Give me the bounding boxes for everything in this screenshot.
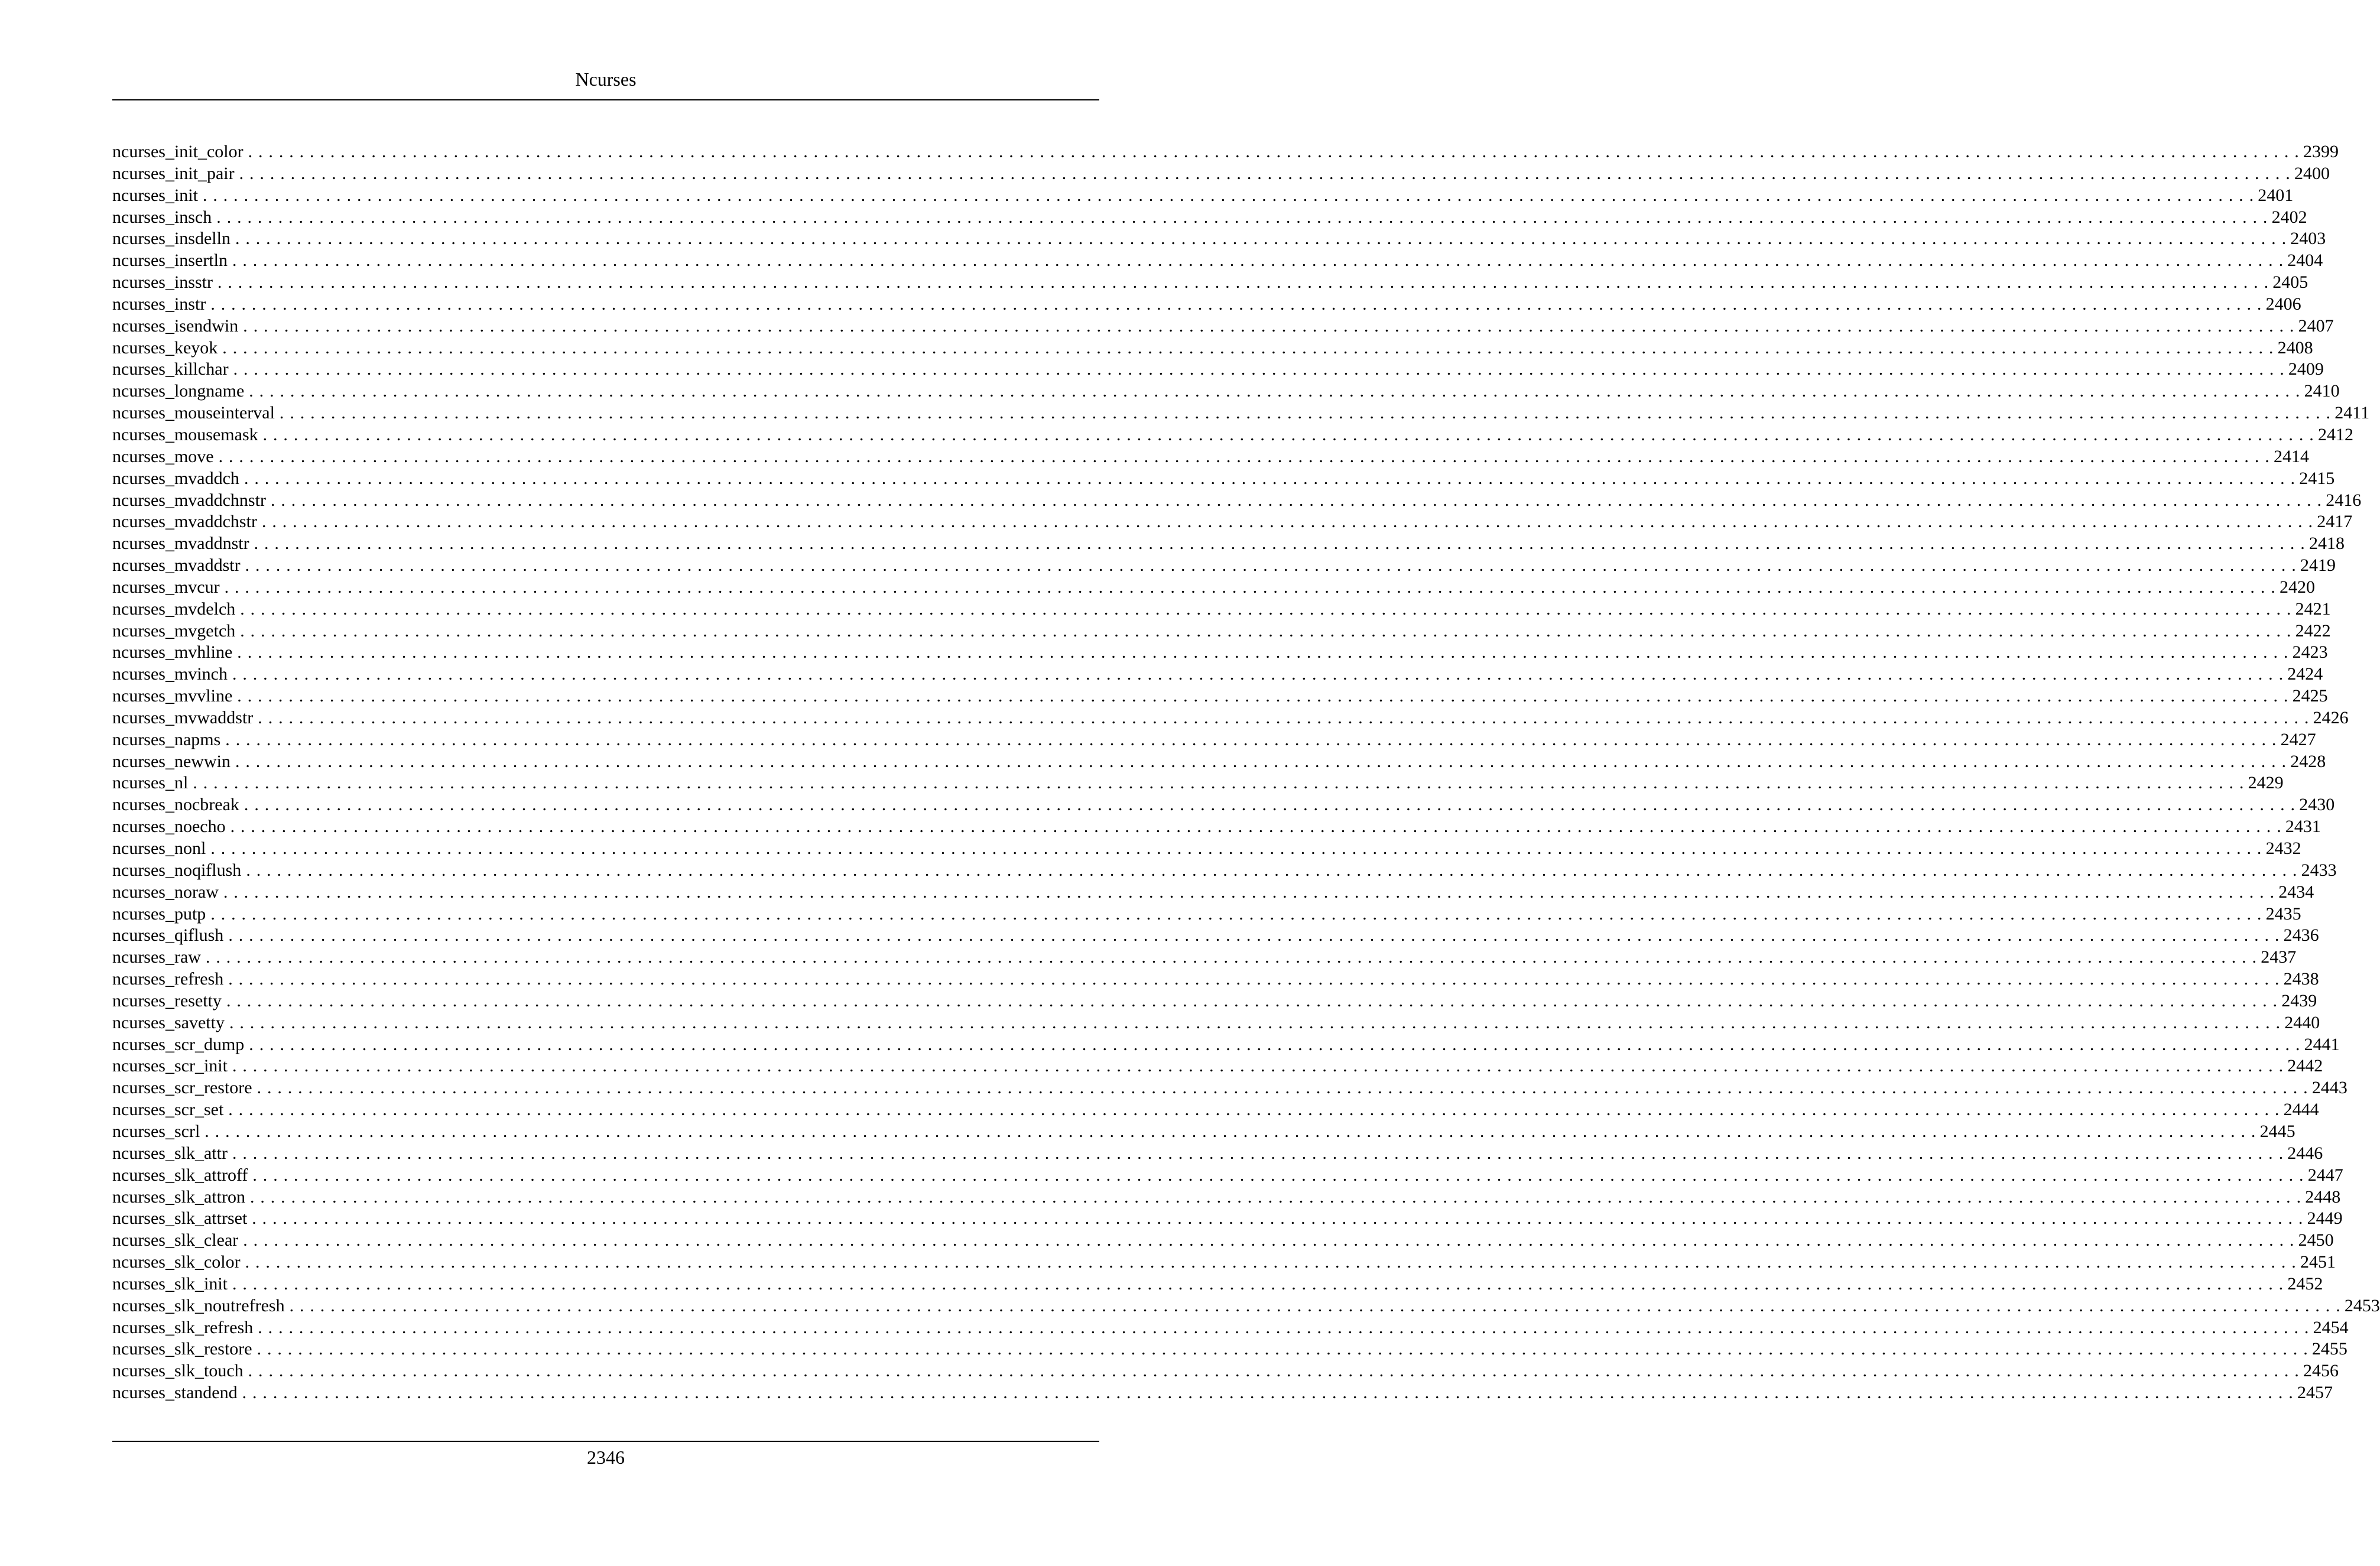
- toc-entry-page-number: 2405: [2272, 272, 2308, 293]
- toc-entry-page-number: 2436: [2283, 925, 2319, 946]
- toc-entry[interactable]: [112, 555, 2336, 577]
- dot-leader: . . . . . . . . . . . . . . . . . . . . . . . . . . . . . . . . . . . . . . . . . . . . . . . . . . . . . . . . . . . . . . . . . . . . . . . . . . . . . . . . . . . . . . . . . . . . . . . . . . . . . . . . . . . . . . . . . . . . . . . . . . . . . . . . . . . . . . . . . . . . . . . . . . . . . . . . . . . . . . . . . . . . . . . . . . . . . . . . . . . . . . . . . . . . . . . . . . . . . . . .: [246, 860, 2298, 880]
- toc-entry-page-number: 2454: [2313, 1317, 2349, 1337]
- dot-leader: . . . . . . . . . . . . . . . . . . . . . . . . . . . . . . . . . . . . . . . . . . . . . . . . . . . . . . . . . . . . . . . . . . . . . . . . . . . . . . . . . . . . . . . . . . . . . . . . . . . . . . . . . . . . . . . . . . . . . . . . . . . . . . . . . . . . . . . . . . . . . . . . . . . . . . . . . . . . . . . . . . . . . . . . . . . . . . . . . . . . . . . . . . . . . . . . . . . . . . . .: [237, 686, 2289, 706]
- toc-entry-title: ncurses_mvwaddstr: [112, 707, 254, 727]
- toc-entry-page-number: 2425: [2292, 686, 2328, 706]
- toc-entry-title: ncurses_mvaddstr: [112, 555, 241, 576]
- toc-entry[interactable]: [112, 1055, 2323, 1077]
- dot-leader: . . . . . . . . . . . . . . . . . . . . . . . . . . . . . . . . . . . . . . . . . . . . . . . . . . . . . . . . . . . . . . . . . . . . . . . . . . . . . . . . . . . . . . . . . . . . . . . . . . . . . . . . . . . . . . . . . . . . . . . . . . . . . . . . . . . . . . . . . . . . . . . . . . . . . . . . . . . . . . . . . . . . . . . . . . . . . . . . . . . . . . . . . . . . . . . . . . . . . . . .: [254, 534, 2306, 554]
- toc-entry-page-number: 2431: [2285, 817, 2321, 837]
- toc-entry-page-number: 2445: [2259, 1121, 2295, 1141]
- toc-entry-page-number: 2411: [2334, 403, 2370, 423]
- toc-entry-page-number: 2438: [2283, 969, 2319, 989]
- dot-leader: . . . . . . . . . . . . . . . . . . . . . . . . . . . . . . . . . . . . . . . . . . . . . . . . . . . . . . . . . . . . . . . . . . . . . . . . . . . . . . . . . . . . . . . . . . . . . . . . . . . . . . . . . . . . . . . . . . . . . . . . . . . . . . . . . . . . . . . . . . . . . . . . . . . . . . . . . . . . . . . . . . . . . . . . . . . . . . . . . . . . . . . . . . . . . . . . . . . . . . . .: [243, 1230, 2295, 1250]
- toc-entry-title: ncurses_noecho: [112, 817, 226, 837]
- toc-entry[interactable]: [112, 424, 2353, 446]
- toc-entry-page-number: 2410: [2304, 381, 2340, 401]
- toc-entry-page-number: 2453: [2344, 1295, 2380, 1315]
- toc-entry-title: ncurses_init_pair: [112, 163, 235, 183]
- dot-leader: . . . . . . . . . . . . . . . . . . . . . . . . . . . . . . . . . . . . . . . . . . . . . . . . . . . . . . . . . . . . . . . . . . . . . . . . . . . . . . . . . . . . . . . . . . . . . . . . . . . . . . . . . . . . . . . . . . . . . . . . . . . . . . . . . . . . . . . . . . . . . . . . . . . . . . . . . . . . . . . . . . . . . . . . . . . . . . . . . . . . . . . . . . . . . . . . . . . . . . . .: [235, 751, 2287, 771]
- toc-entry-title: ncurses_savetty: [112, 1012, 225, 1032]
- toc-entry[interactable]: [112, 599, 2331, 620]
- toc-entry-title: ncurses_mousemask: [112, 424, 258, 444]
- dot-leader: . . . . . . . . . . . . . . . . . . . . . . . . . . . . . . . . . . . . . . . . . . . . . . . . . . . . . . . . . . . . . . . . . . . . . . . . . . . . . . . . . . . . . . . . . . . . . . . . . . . . . . . . . . . . . . . . . . . . . . . . . . . . . . . . . . . . . . . . . . . . . . . . . . . . . . . . . . . . . . . . . . . . . . . . . . . . . . . . . . . . . . . . . . . . . . . . . . . . . . . .: [248, 142, 2300, 161]
- toc-entry-page-number: 2415: [2299, 468, 2335, 488]
- toc-entry-title: ncurses_mvgetch: [112, 620, 236, 641]
- toc-entry-title: ncurses_noqiflush: [112, 860, 242, 880]
- toc-entry-title: ncurses_slk_noutrefresh: [112, 1295, 285, 1315]
- toc-entry-title: ncurses_mvaddchstr: [112, 512, 257, 532]
- toc-entry-title: ncurses_mvaddnstr: [112, 534, 249, 554]
- toc-entry-title: ncurses_keyok: [112, 337, 218, 358]
- dot-leader: . . . . . . . . . . . . . . . . . . . . . . . . . . . . . . . . . . . . . . . . . . . . . . . . . . . . . . . . . . . . . . . . . . . . . . . . . . . . . . . . . . . . . . . . . . . . . . . . . . . . . . . . . . . . . . . . . . . . . . . . . . . . . . . . . . . . . . . . . . . . . . . . . . . . . . . . . . . . . . . . . . . . . . . . . . . . . . . . . . . . . . . . . . . . . . . . . . . . . . . .: [202, 185, 2255, 205]
- dot-leader: . . . . . . . . . . . . . . . . . . . . . . . . . . . . . . . . . . . . . . . . . . . . . . . . . . . . . . . . . . . . . . . . . . . . . . . . . . . . . . . . . . . . . . . . . . . . . . . . . . . . . . . . . . . . . . . . . . . . . . . . . . . . . . . . . . . . . . . . . . . . . . . . . . . . . . . . . . . . . . . . . . . . . . . . . . . . . . . . . . . . . . . . . . . . . . . . . . . . . . . .: [235, 229, 2287, 249]
- toc-entry[interactable]: [112, 1338, 2347, 1360]
- toc-entry-page-number: 2440: [2284, 1012, 2320, 1032]
- page-header: [112, 66, 1099, 100]
- toc-entry-page-number: 2456: [2303, 1361, 2339, 1381]
- dot-leader: . . . . . . . . . . . . . . . . . . . . . . . . . . . . . . . . . . . . . . . . . . . . . . . . . . . . . . . . . . . . . . . . . . . . . . . . . . . . . . . . . . . . . . . . . . . . . . . . . . . . . . . . . . . . . . . . . . . . . . . . . . . . . . . . . . . . . . . . . . . . . . . . . . . . . . . . . . . . . . . . . . . . . . . . . . . . . . . . . . . . . . . . . . . . . . . . . . . . . . . .: [261, 512, 2314, 532]
- toc-entry-title: ncurses_instr: [112, 294, 206, 314]
- toc-entry[interactable]: [112, 772, 2284, 794]
- dot-leader: . . . . . . . . . . . . . . . . . . . . . . . . . . . . . . . . . . . . . . . . . . . . . . . . . . . . . . . . . . . . . . . . . . . . . . . . . . . . . . . . . . . . . . . . . . . . . . . . . . . . . . . . . . . . . . . . . . . . . . . . . . . . . . . . . . . . . . . . . . . . . . . . . . . . . . . . . . . . . . . . . . . . . . . . . . . . . . . . . . . . . . . . . . . . . . . . . . . . . . . .: [289, 1295, 2341, 1315]
- toc-entry-page-number: 2435: [2265, 904, 2301, 924]
- page-title: Ncurses: [575, 69, 637, 90]
- toc-entry[interactable]: [112, 1143, 2323, 1165]
- toc-entry-title: ncurses_scr_restore: [112, 1078, 252, 1098]
- toc-entry-title: ncurses_slk_attroff: [112, 1165, 248, 1185]
- toc-entry[interactable]: [112, 1252, 2336, 1273]
- toc-entry-title: ncurses_slk_attrset: [112, 1208, 248, 1229]
- toc-entry-title: ncurses_refresh: [112, 969, 224, 989]
- dot-leader: . . . . . . . . . . . . . . . . . . . . . . . . . . . . . . . . . . . . . . . . . . . . . . . . . . . . . . . . . . . . . . . . . . . . . . . . . . . . . . . . . . . . . . . . . . . . . . . . . . . . . . . . . . . . . . . . . . . . . . . . . . . . . . . . . . . . . . . . . . . . . . . . . . . . . . . . . . . . . . . . . . . . . . . . . . . . . . . . . . . . . . . . . . . . . . . . . . . . . . . .: [193, 773, 2245, 793]
- toc-entry[interactable]: [112, 1382, 2333, 1404]
- toc-entry[interactable]: [112, 316, 2334, 337]
- toc-entry-page-number: 2408: [2277, 337, 2313, 358]
- toc-entry-page-number: 2424: [2287, 664, 2323, 684]
- toc-entry-page-number: 2401: [2258, 185, 2294, 205]
- toc-entry[interactable]: [112, 446, 2309, 468]
- dot-leader: . . . . . . . . . . . . . . . . . . . . . . . . . . . . . . . . . . . . . . . . . . . . . . . . . . . . . . . . . . . . . . . . . . . . . . . . . . . . . . . . . . . . . . . . . . . . . . . . . . . . . . . . . . . . . . . . . . . . . . . . . . . . . . . . . . . . . . . . . . . . . . . . . . . . . . . . . . . . . . . . . . . . . . . . . . . . . . . . . . . . . . . . . . . . . . . . . . . . . . . .: [258, 1317, 2310, 1337]
- dot-leader: . . . . . . . . . . . . . . . . . . . . . . . . . . . . . . . . . . . . . . . . . . . . . . . . . . . . . . . . . . . . . . . . . . . . . . . . . . . . . . . . . . . . . . . . . . . . . . . . . . . . . . . . . . . . . . . . . . . . . . . . . . . . . . . . . . . . . . . . . . . . . . . . . . . . . . . . . . . . . . . . . . . . . . . . . . . . . . . . . . . . . . . . . . . . . . . . . . . . . . . .: [249, 1034, 2301, 1054]
- toc-entry-title: ncurses_scr_init: [112, 1056, 228, 1076]
- toc-entry-title: ncurses_newwin: [112, 751, 230, 771]
- toc-entry[interactable]: [112, 664, 2323, 685]
- dot-leader: . . . . . . . . . . . . . . . . . . . . . . . . . . . . . . . . . . . . . . . . . . . . . . . . . . . . . . . . . . . . . . . . . . . . . . . . . . . . . . . . . . . . . . . . . . . . . . . . . . . . . . . . . . . . . . . . . . . . . . . . . . . . . . . . . . . . . . . . . . . . . . . . . . . . . . . . . . . . . . . . . . . . . . . . . . . . . . . . . . . . . . . . . . . . . . . . . . . . . . . .: [232, 1273, 2284, 1294]
- toc-entry[interactable]: [112, 228, 2326, 250]
- toc-entry-page-number: 2455: [2311, 1339, 2347, 1359]
- page-footer: [112, 1441, 1099, 1468]
- toc-entry-title: ncurses_slk_init: [112, 1273, 228, 1294]
- toc-entry[interactable]: [112, 1208, 2343, 1230]
- toc-entry-page-number: 2400: [2294, 163, 2330, 183]
- toc-entry[interactable]: [112, 838, 2301, 860]
- toc-entry-page-number: 2414: [2273, 446, 2309, 466]
- toc-entry-page-number: 2402: [2271, 207, 2307, 227]
- dot-leader: . . . . . . . . . . . . . . . . . . . . . . . . . . . . . . . . . . . . . . . . . . . . . . . . . . . . . . . . . . . . . . . . . . . . . . . . . . . . . . . . . . . . . . . . . . . . . . . . . . . . . . . . . . . . . . . . . . . . . . . . . . . . . . . . . . . . . . . . . . . . . . . . . . . . . . . . . . . . . . . . . . . . . . . . . . . . . . . . . . . . . . . . . . . . . . . . . . . . . . . .: [226, 990, 2278, 1011]
- toc-entry-page-number: 2447: [2307, 1165, 2343, 1185]
- toc-entry-title: ncurses_standend: [112, 1383, 238, 1403]
- toc-entry[interactable]: [112, 1295, 2380, 1317]
- toc-entry-page-number: 2446: [2287, 1143, 2323, 1163]
- toc-entry[interactable]: [112, 794, 2335, 816]
- toc-entry[interactable]: [112, 294, 2301, 316]
- dot-leader: . . . . . . . . . . . . . . . . . . . . . . . . . . . . . . . . . . . . . . . . . . . . . . . . . . . . . . . . . . . . . . . . . . . . . . . . . . . . . . . . . . . . . . . . . . . . . . . . . . . . . . . . . . . . . . . . . . . . . . . . . . . . . . . . . . . . . . . . . . . . . . . . . . . . . . . . . . . . . . . . . . . . . . . . . . . . . . . . . . . . . . . . . . . . . . . . . . . . . . . .: [205, 947, 2258, 967]
- toc-entry-page-number: 2412: [2317, 424, 2353, 444]
- dot-leader: . . . . . . . . . . . . . . . . . . . . . . . . . . . . . . . . . . . . . . . . . . . . . . . . . . . . . . . . . . . . . . . . . . . . . . . . . . . . . . . . . . . . . . . . . . . . . . . . . . . . . . . . . . . . . . . . . . . . . . . . . . . . . . . . . . . . . . . . . . . . . . . . . . . . . . . . . . . . . . . . . . . . . . . . . . . . . . . . . . . . . . . . . . . . . . . . . . . . . . . .: [248, 1361, 2300, 1381]
- toc-entry-page-number: 2409: [2288, 359, 2324, 379]
- toc-entry[interactable]: [112, 990, 2317, 1012]
- toc-entry-page-number: 2448: [2305, 1187, 2341, 1207]
- toc-entry[interactable]: [112, 1360, 2339, 1382]
- toc-entry-page-number: 2449: [2307, 1208, 2343, 1229]
- toc-entry-page-number: 2404: [2287, 251, 2323, 271]
- toc-entry-page-number: 2416: [2326, 490, 2362, 510]
- dot-leader: . . . . . . . . . . . . . . . . . . . . . . . . . . . . . . . . . . . . . . . . . . . . . . . . . . . . . . . . . . . . . . . . . . . . . . . . . . . . . . . . . . . . . . . . . . . . . . . . . . . . . . . . . . . . . . . . . . . . . . . . . . . . . . . . . . . . . . . . . . . . . . . . . . . . . . . . . . . . . . . . . . . . . . . . . . . . . . . . . . . . . . . . . . . . . . . . . . . . . . . .: [262, 424, 2314, 444]
- toc-entry-title: ncurses_slk_clear: [112, 1230, 239, 1250]
- toc-entry-page-number: 2434: [2278, 882, 2314, 902]
- dot-leader: . . . . . . . . . . . . . . . . . . . . . . . . . . . . . . . . . . . . . . . . . . . . . . . . . . . . . . . . . . . . . . . . . . . . . . . . . . . . . . . . . . . . . . . . . . . . . . . . . . . . . . . . . . . . . . . . . . . . . . . . . . . . . . . . . . . . . . . . . . . . . . . . . . . . . . . . . . . . . . . . . . . . . . . . . . . . . . . . . . . . . . . . . . . . . . . . . . . . . . . .: [217, 272, 2269, 293]
- toc-entry-page-number: 2429: [2248, 773, 2284, 793]
- page-number: 2346: [587, 1447, 625, 1468]
- toc-entry-page-number: 2452: [2287, 1273, 2323, 1294]
- toc-entry[interactable]: [112, 533, 2345, 555]
- dot-leader: . . . . . . . . . . . . . . . . . . . . . . . . . . . . . . . . . . . . . . . . . . . . . . . . . . . . . . . . . . . . . . . . . . . . . . . . . . . . . . . . . . . . . . . . . . . . . . . . . . . . . . . . . . . . . . . . . . . . . . . . . . . . . . . . . . . . . . . . . . . . . . . . . . . . . . . . . . . . . . . . . . . . . . . . . . . . . . . . . . . . . . . . . . . . . . . . . . . . . . . .: [249, 381, 2301, 401]
- toc-entry-page-number: 2407: [2298, 316, 2334, 336]
- toc-entry[interactable]: [112, 250, 2323, 272]
- toc-entry[interactable]: [112, 860, 2337, 882]
- dot-leader: . . . . . . . . . . . . . . . . . . . . . . . . . . . . . . . . . . . . . . . . . . . . . . . . . . . . . . . . . . . . . . . . . . . . . . . . . . . . . . . . . . . . . . . . . . . . . . . . . . . . . . . . . . . . . . . . . . . . . . . . . . . . . . . . . . . . . . . . . . . . . . . . . . . . . . . . . . . . . . . . . . . . . . . . . . . . . . . . . . . . . . . . . . . . . . . . . . . . . . . .: [225, 729, 2277, 749]
- dot-leader: . . . . . . . . . . . . . . . . . . . . . . . . . . . . . . . . . . . . . . . . . . . . . . . . . . . . . . . . . . . . . . . . . . . . . . . . . . . . . . . . . . . . . . . . . . . . . . . . . . . . . . . . . . . . . . . . . . . . . . . . . . . . . . . . . . . . . . . . . . . . . . . . . . . . . . . . . . . . . . . . . . . . . . . . . . . . . . . . . . . . . . . . . . . . . . . . . . . . . . . .: [232, 664, 2284, 684]
- dot-leader: . . . . . . . . . . . . . . . . . . . . . . . . . . . . . . . . . . . . . . . . . . . . . . . . . . . . . . . . . . . . . . . . . . . . . . . . . . . . . . . . . . . . . . . . . . . . . . . . . . . . . . . . . . . . . . . . . . . . . . . . . . . . . . . . . . . . . . . . . . . . . . . . . . . . . . . . . . . . . . . . . . . . . . . . . . . . . . . . . . . . . . . . . . . . . . . . . . . . . . . .: [223, 882, 2275, 902]
- toc-entry[interactable]: [112, 947, 2297, 969]
- toc-entry[interactable]: [112, 642, 2328, 664]
- toc-entry-title: ncurses_slk_attron: [112, 1187, 245, 1207]
- toc-entry-title: ncurses_init: [112, 185, 198, 205]
- toc-entry-title: ncurses_slk_refresh: [112, 1317, 254, 1337]
- toc-entry-title: ncurses_scr_dump: [112, 1034, 245, 1054]
- toc-entry-page-number: 2406: [2265, 294, 2301, 314]
- toc-entry-page-number: 2442: [2287, 1056, 2323, 1076]
- toc-entry[interactable]: [112, 1077, 2347, 1099]
- toc-entry-title: ncurses_mvdelch: [112, 599, 236, 619]
- dot-leader: . . . . . . . . . . . . . . . . . . . . . . . . . . . . . . . . . . . . . . . . . . . . . . . . . . . . . . . . . . . . . . . . . . . . . . . . . . . . . . . . . . . . . . . . . . . . . . . . . . . . . . . . . . . . . . . . . . . . . . . . . . . . . . . . . . . . . . . . . . . . . . . . . . . . . . . . . . . . . . . . . . . . . . . . . . . . . . . . . . . . . . . . . . . . . . . . . . . . . . . .: [249, 1187, 2302, 1207]
- toc-entry[interactable]: [112, 1034, 2340, 1056]
- dot-leader: . . . . . . . . . . . . . . . . . . . . . . . . . . . . . . . . . . . . . . . . . . . . . . . . . . . . . . . . . . . . . . . . . . . . . . . . . . . . . . . . . . . . . . . . . . . . . . . . . . . . . . . . . . . . . . . . . . . . . . . . . . . . . . . . . . . . . . . . . . . . . . . . . . . . . . . . . . . . . . . . . . . . . . . . . . . . . . . . . . . . . . . . . . . . . . . . . . . . . . . .: [245, 555, 2297, 576]
- dot-leader: . . . . . . . . . . . . . . . . . . . . . . . . . . . . . . . . . . . . . . . . . . . . . . . . . . . . . . . . . . . . . . . . . . . . . . . . . . . . . . . . . . . . . . . . . . . . . . . . . . . . . . . . . . . . . . . . . . . . . . . . . . . . . . . . . . . . . . . . . . . . . . . . . . . . . . . . . . . . . . . . . . . . . . . . . . . . . . . . . . . . . . . . . . . . . . . . . . . . . . . .: [210, 839, 2262, 858]
- toc-entry-page-number: 2426: [2313, 707, 2349, 727]
- toc-entry-page-number: 2430: [2299, 795, 2335, 815]
- dot-leader: . . . . . . . . . . . . . . . . . . . . . . . . . . . . . . . . . . . . . . . . . . . . . . . . . . . . . . . . . . . . . . . . . . . . . . . . . . . . . . . . . . . . . . . . . . . . . . . . . . . . . . . . . . . . . . . . . . . . . . . . . . . . . . . . . . . . . . . . . . . . . . . . . . . . . . . . . . . . . . . . . . . . . . . . . . . . . . . . . . . . . . . . . . . . . . . . . . . . . . . .: [230, 817, 2282, 837]
- toc-entry-page-number: 2451: [2300, 1252, 2336, 1272]
- toc-entry-page-number: 2428: [2290, 751, 2326, 771]
- toc-entry-title: ncurses_killchar: [112, 359, 229, 379]
- toc-entry-page-number: 2421: [2295, 599, 2331, 619]
- toc-entry[interactable]: [112, 685, 2328, 707]
- toc-entry[interactable]: [112, 468, 2335, 490]
- toc-entry[interactable]: [112, 141, 2339, 163]
- dot-leader: . . . . . . . . . . . . . . . . . . . . . . . . . . . . . . . . . . . . . . . . . . . . . . . . . . . . . . . . . . . . . . . . . . . . . . . . . . . . . . . . . . . . . . . . . . . . . . . . . . . . . . . . . . . . . . . . . . . . . . . . . . . . . . . . . . . . . . . . . . . . . . . . . . . . . . . . . . . . . . . . . . . . . . . . . . . . . . . . . . . . . . . . . . . . . . . . . . . . . . . .: [204, 1121, 2256, 1141]
- toc-entry-title: ncurses_init_color: [112, 142, 243, 161]
- dot-leader: . . . . . . . . . . . . . . . . . . . . . . . . . . . . . . . . . . . . . . . . . . . . . . . . . . . . . . . . . . . . . . . . . . . . . . . . . . . . . . . . . . . . . . . . . . . . . . . . . . . . . . . . . . . . . . . . . . . . . . . . . . . . . . . . . . . . . . . . . . . . . . . . . . . . . . . . . . . . . . . . . . . . . . . . . . . . . . . . . . . . . . . . . . . . . . . . . . . . . . . .: [258, 707, 2310, 727]
- toc-entry-title: ncurses_noraw: [112, 882, 219, 902]
- dot-leader: . . . . . . . . . . . . . . . . . . . . . . . . . . . . . . . . . . . . . . . . . . . . . . . . . . . . . . . . . . . . . . . . . . . . . . . . . . . . . . . . . . . . . . . . . . . . . . . . . . . . . . . . . . . . . . . . . . . . . . . . . . . . . . . . . . . . . . . . . . . . . . . . . . . . . . . . . . . . . . . . . . . . . . . . . . . . . . . . . . . . . . . . . . . . . . . . . . . . . . . .: [279, 403, 2332, 423]
- toc-entry-page-number: 2417: [2317, 512, 2353, 532]
- toc-entry-page-number: 2444: [2283, 1100, 2319, 1120]
- toc-entry[interactable]: [112, 969, 2319, 990]
- toc-entry[interactable]: [112, 925, 2319, 947]
- dot-leader: . . . . . . . . . . . . . . . . . . . . . . . . . . . . . . . . . . . . . . . . . . . . . . . . . . . . . . . . . . . . . . . . . . . . . . . . . . . . . . . . . . . . . . . . . . . . . . . . . . . . . . . . . . . . . . . . . . . . . . . . . . . . . . . . . . . . . . . . . . . . . . . . . . . . . . . . . . . . . . . . . . . . . . . . . . . . . . . . . . . . . . . . . . . . . . . . . . . . . . . .: [224, 577, 2276, 597]
- toc-entry-title: ncurses_slk_attr: [112, 1143, 228, 1163]
- dot-leader: . . . . . . . . . . . . . . . . . . . . . . . . . . . . . . . . . . . . . . . . . . . . . . . . . . . . . . . . . . . . . . . . . . . . . . . . . . . . . . . . . . . . . . . . . . . . . . . . . . . . . . . . . . . . . . . . . . . . . . . . . . . . . . . . . . . . . . . . . . . . . . . . . . . . . . . . . . . . . . . . . . . . . . . . . . . . . . . . . . . . . . . . . . . . . . . . . . . . . . . .: [237, 642, 2289, 662]
- toc-entry-title: ncurses_insertln: [112, 251, 228, 271]
- toc-entry-page-number: 2423: [2292, 642, 2328, 662]
- toc-entry[interactable]: [112, 1230, 2334, 1252]
- dot-leader: . . . . . . . . . . . . . . . . . . . . . . . . . . . . . . . . . . . . . . . . . . . . . . . . . . . . . . . . . . . . . . . . . . . . . . . . . . . . . . . . . . . . . . . . . . . . . . . . . . . . . . . . . . . . . . . . . . . . . . . . . . . . . . . . . . . . . . . . . . . . . . . . . . . . . . . . . . . . . . . . . . . . . . . . . . . . . . . . . . . . . . . . . . . . . . . . . . . . . . . .: [242, 1383, 2294, 1403]
- toc-entry[interactable]: [112, 185, 2294, 207]
- toc-entry-title: ncurses_mvaddchnstr: [112, 490, 266, 510]
- toc-entry[interactable]: [112, 207, 2307, 229]
- toc-entry-title: ncurses_mvaddch: [112, 468, 239, 488]
- dot-leader: . . . . . . . . . . . . . . . . . . . . . . . . . . . . . . . . . . . . . . . . . . . . . . . . . . . . . . . . . . . . . . . . . . . . . . . . . . . . . . . . . . . . . . . . . . . . . . . . . . . . . . . . . . . . . . . . . . . . . . . . . . . . . . . . . . . . . . . . . . . . . . . . . . . . . . . . . . . . . . . . . . . . . . . . . . . . . . . . . . . . . . . . . . . . . . . . . . . . . . . .: [228, 969, 2280, 989]
- toc-entry-title: ncurses_slk_color: [112, 1252, 241, 1272]
- toc-entry[interactable]: [112, 882, 2314, 904]
- dot-leader: . . . . . . . . . . . . . . . . . . . . . . . . . . . . . . . . . . . . . . . . . . . . . . . . . . . . . . . . . . . . . . . . . . . . . . . . . . . . . . . . . . . . . . . . . . . . . . . . . . . . . . . . . . . . . . . . . . . . . . . . . . . . . . . . . . . . . . . . . . . . . . . . . . . . . . . . . . . . . . . . . . . . . . . . . . . . . . . . . . . . . . . . . . . . . . . . . . . . . . . .: [232, 1143, 2284, 1163]
- toc-entry[interactable]: [112, 1099, 2319, 1121]
- toc-entry-title: ncurses_longname: [112, 381, 245, 401]
- dot-leader: . . . . . . . . . . . . . . . . . . . . . . . . . . . . . . . . . . . . . . . . . . . . . . . . . . . . . . . . . . . . . . . . . . . . . . . . . . . . . . . . . . . . . . . . . . . . . . . . . . . . . . . . . . . . . . . . . . . . . . . . . . . . . . . . . . . . . . . . . . . . . . . . . . . . . . . . . . . . . . . . . . . . . . . . . . . . . . . . . . . . . . . . . . . . . . . . . . . . . . . .: [229, 1012, 2281, 1032]
- dot-leader: . . . . . . . . . . . . . . . . . . . . . . . . . . . . . . . . . . . . . . . . . . . . . . . . . . . . . . . . . . . . . . . . . . . . . . . . . . . . . . . . . . . . . . . . . . . . . . . . . . . . . . . . . . . . . . . . . . . . . . . . . . . . . . . . . . . . . . . . . . . . . . . . . . . . . . . . . . . . . . . . . . . . . . . . . . . . . . . . . . . . . . . . . . . . . . . . . . . . . . . .: [228, 925, 2280, 946]
- toc-entry-title: ncurses_insch: [112, 207, 212, 227]
- toc-entry[interactable]: [112, 751, 2326, 773]
- toc-entry[interactable]: [112, 1165, 2343, 1187]
- toc-entry-page-number: 2432: [2265, 839, 2301, 858]
- dot-leader: . . . . . . . . . . . . . . . . . . . . . . . . . . . . . . . . . . . . . . . . . . . . . . . . . . . . . . . . . . . . . . . . . . . . . . . . . . . . . . . . . . . . . . . . . . . . . . . . . . . . . . . . . . . . . . . . . . . . . . . . . . . . . . . . . . . . . . . . . . . . . . . . . . . . . . . . . . . . . . . . . . . . . . . . . . . . . . . . . . . . . . . . . . . . . . . . . . . . . . . .: [243, 795, 2296, 815]
- toc-entry-title: ncurses_nocbreak: [112, 795, 239, 815]
- dot-leader: . . . . . . . . . . . . . . . . . . . . . . . . . . . . . . . . . . . . . . . . . . . . . . . . . . . . . . . . . . . . . . . . . . . . . . . . . . . . . . . . . . . . . . . . . . . . . . . . . . . . . . . . . . . . . . . . . . . . . . . . . . . . . . . . . . . . . . . . . . . . . . . . . . . . . . . . . . . . . . . . . . . . . . . . . . . . . . . . . . . . . . . . . . . . . . . . . . . . . . . .: [240, 620, 2292, 641]
- table-of-contents: [112, 141, 2380, 1404]
- dot-leader: . . . . . . . . . . . . . . . . . . . . . . . . . . . . . . . . . . . . . . . . . . . . . . . . . . . . . . . . . . . . . . . . . . . . . . . . . . . . . . . . . . . . . . . . . . . . . . . . . . . . . . . . . . . . . . . . . . . . . . . . . . . . . . . . . . . . . . . . . . . . . . . . . . . . . . . . . . . . . . . . . . . . . . . . . . . . . . . . . . . . . . . . . . . . . . . . . . . . . . . .: [243, 468, 2296, 488]
- dot-leader: . . . . . . . . . . . . . . . . . . . . . . . . . . . . . . . . . . . . . . . . . . . . . . . . . . . . . . . . . . . . . . . . . . . . . . . . . . . . . . . . . . . . . . . . . . . . . . . . . . . . . . . . . . . . . . . . . . . . . . . . . . . . . . . . . . . . . . . . . . . . . . . . . . . . . . . . . . . . . . . . . . . . . . . . . . . . . . . . . . . . . . . . . . . . . . . . . . . . . . . .: [270, 490, 2323, 510]
- dot-leader: . . . . . . . . . . . . . . . . . . . . . . . . . . . . . . . . . . . . . . . . . . . . . . . . . . . . . . . . . . . . . . . . . . . . . . . . . . . . . . . . . . . . . . . . . . . . . . . . . . . . . . . . . . . . . . . . . . . . . . . . . . . . . . . . . . . . . . . . . . . . . . . . . . . . . . . . . . . . . . . . . . . . . . . . . . . . . . . . . . . . . . . . . . . . . . . . . . . . . . . .: [216, 207, 2268, 227]
- dot-leader: . . . . . . . . . . . . . . . . . . . . . . . . . . . . . . . . . . . . . . . . . . . . . . . . . . . . . . . . . . . . . . . . . . . . . . . . . . . . . . . . . . . . . . . . . . . . . . . . . . . . . . . . . . . . . . . . . . . . . . . . . . . . . . . . . . . . . . . . . . . . . . . . . . . . . . . . . . . . . . . . . . . . . . . . . . . . . . . . . . . . . . . . . . . . . . . . . . . . . . . .: [239, 163, 2291, 183]
- toc-entry-title: ncurses_nl: [112, 773, 189, 793]
- toc-entry-page-number: 2427: [2280, 729, 2316, 749]
- toc-entry-page-number: 2433: [2301, 860, 2337, 880]
- toc-entry-page-number: 2399: [2303, 142, 2339, 161]
- toc-entry[interactable]: [112, 272, 2308, 294]
- dot-leader: . . . . . . . . . . . . . . . . . . . . . . . . . . . . . . . . . . . . . . . . . . . . . . . . . . . . . . . . . . . . . . . . . . . . . . . . . . . . . . . . . . . . . . . . . . . . . . . . . . . . . . . . . . . . . . . . . . . . . . . . . . . . . . . . . . . . . . . . . . . . . . . . . . . . . . . . . . . . . . . . . . . . . . . . . . . . . . . . . . . . . . . . . . . . . . . . . . . . . . . .: [232, 1056, 2284, 1076]
- toc-entry-page-number: 2450: [2298, 1230, 2334, 1250]
- toc-entry-page-number: 2439: [2281, 990, 2317, 1011]
- toc-entry[interactable]: [112, 1273, 2323, 1295]
- dot-leader: . . . . . . . . . . . . . . . . . . . . . . . . . . . . . . . . . . . . . . . . . . . . . . . . . . . . . . . . . . . . . . . . . . . . . . . . . . . . . . . . . . . . . . . . . . . . . . . . . . . . . . . . . . . . . . . . . . . . . . . . . . . . . . . . . . . . . . . . . . . . . . . . . . . . . . . . . . . . . . . . . . . . . . . . . . . . . . . . . . . . . . . . . . . . . . . . . . . . . . . .: [218, 446, 2270, 466]
- dot-leader: . . . . . . . . . . . . . . . . . . . . . . . . . . . . . . . . . . . . . . . . . . . . . . . . . . . . . . . . . . . . . . . . . . . . . . . . . . . . . . . . . . . . . . . . . . . . . . . . . . . . . . . . . . . . . . . . . . . . . . . . . . . . . . . . . . . . . . . . . . . . . . . . . . . . . . . . . . . . . . . . . . . . . . . . . . . . . . . . . . . . . . . . . . . . . . . . . . . . . . . .: [240, 599, 2292, 619]
- toc-entry[interactable]: [112, 577, 2315, 599]
- toc-entry-page-number: 2443: [2311, 1078, 2347, 1098]
- toc-entry-title: ncurses_scr_set: [112, 1100, 224, 1120]
- dot-leader: . . . . . . . . . . . . . . . . . . . . . . . . . . . . . . . . . . . . . . . . . . . . . . . . . . . . . . . . . . . . . . . . . . . . . . . . . . . . . . . . . . . . . . . . . . . . . . . . . . . . . . . . . . . . . . . . . . . . . . . . . . . . . . . . . . . . . . . . . . . . . . . . . . . . . . . . . . . . . . . . . . . . . . . . . . . . . . . . . . . . . . . . . . . . . . . . . . . . . . . .: [256, 1078, 2308, 1098]
- toc-entry-page-number: 2457: [2297, 1383, 2333, 1403]
- toc-entry-title: ncurses_scrl: [112, 1121, 200, 1141]
- dot-leader: . . . . . . . . . . . . . . . . . . . . . . . . . . . . . . . . . . . . . . . . . . . . . . . . . . . . . . . . . . . . . . . . . . . . . . . . . . . . . . . . . . . . . . . . . . . . . . . . . . . . . . . . . . . . . . . . . . . . . . . . . . . . . . . . . . . . . . . . . . . . . . . . . . . . . . . . . . . . . . . . . . . . . . . . . . . . . . . . . . . . . . . . . . . . . . . . . . . . . . . .: [243, 316, 2295, 336]
- toc-entry-title: ncurses_insstr: [112, 272, 213, 293]
- toc-entry[interactable]: [112, 816, 2321, 838]
- toc-entry-title: ncurses_slk_touch: [112, 1361, 243, 1381]
- toc-entry-page-number: 2403: [2290, 229, 2326, 249]
- dot-leader: . . . . . . . . . . . . . . . . . . . . . . . . . . . . . . . . . . . . . . . . . . . . . . . . . . . . . . . . . . . . . . . . . . . . . . . . . . . . . . . . . . . . . . . . . . . . . . . . . . . . . . . . . . . . . . . . . . . . . . . . . . . . . . . . . . . . . . . . . . . . . . . . . . . . . . . . . . . . . . . . . . . . . . . . . . . . . . . . . . . . . . . . . . . . . . . . . . . . . . . .: [245, 1252, 2297, 1272]
- toc-entry-title: ncurses_slk_restore: [112, 1339, 252, 1359]
- toc-entry[interactable]: [112, 904, 2301, 925]
- toc-entry-title: ncurses_qiflush: [112, 925, 224, 946]
- toc-entry[interactable]: [112, 163, 2330, 185]
- toc-entry-page-number: 2420: [2279, 577, 2315, 597]
- toc-entry[interactable]: [112, 359, 2324, 381]
- dot-leader: . . . . . . . . . . . . . . . . . . . . . . . . . . . . . . . . . . . . . . . . . . . . . . . . . . . . . . . . . . . . . . . . . . . . . . . . . . . . . . . . . . . . . . . . . . . . . . . . . . . . . . . . . . . . . . . . . . . . . . . . . . . . . . . . . . . . . . . . . . . . . . . . . . . . . . . . . . . . . . . . . . . . . . . . . . . . . . . . . . . . . . . . . . . . . . . . . . . . . . . .: [210, 904, 2262, 924]
- toc-entry-title: ncurses_mvvline: [112, 686, 233, 706]
- dot-leader: . . . . . . . . . . . . . . . . . . . . . . . . . . . . . . . . . . . . . . . . . . . . . . . . . . . . . . . . . . . . . . . . . . . . . . . . . . . . . . . . . . . . . . . . . . . . . . . . . . . . . . . . . . . . . . . . . . . . . . . . . . . . . . . . . . . . . . . . . . . . . . . . . . . . . . . . . . . . . . . . . . . . . . . . . . . . . . . . . . . . . . . . . . . . . . . . . . . . . . . .: [232, 251, 2284, 271]
- toc-entry[interactable]: [112, 729, 2316, 751]
- toc-entry-page-number: 2419: [2300, 555, 2336, 576]
- toc-entry-title: ncurses_raw: [112, 947, 201, 967]
- toc-entry-page-number: 2418: [2308, 534, 2345, 554]
- dot-leader: . . . . . . . . . . . . . . . . . . . . . . . . . . . . . . . . . . . . . . . . . . . . . . . . . . . . . . . . . . . . . . . . . . . . . . . . . . . . . . . . . . . . . . . . . . . . . . . . . . . . . . . . . . . . . . . . . . . . . . . . . . . . . . . . . . . . . . . . . . . . . . . . . . . . . . . . . . . . . . . . . . . . . . . . . . . . . . . . . . . . . . . . . . . . . . . . . . . . . . . .: [210, 294, 2262, 314]
- toc-entry-page-number: 2437: [2261, 947, 2297, 967]
- toc-entry[interactable]: [112, 511, 2353, 533]
- toc-entry[interactable]: [112, 337, 2313, 359]
- toc-entry-title: ncurses_nonl: [112, 839, 206, 858]
- toc-entry[interactable]: [112, 1317, 2349, 1339]
- toc-entry[interactable]: [112, 381, 2340, 402]
- toc-entry[interactable]: [112, 620, 2331, 642]
- toc-entry[interactable]: [112, 490, 2362, 512]
- toc-entry[interactable]: [112, 1187, 2341, 1208]
- dot-leader: . . . . . . . . . . . . . . . . . . . . . . . . . . . . . . . . . . . . . . . . . . . . . . . . . . . . . . . . . . . . . . . . . . . . . . . . . . . . . . . . . . . . . . . . . . . . . . . . . . . . . . . . . . . . . . . . . . . . . . . . . . . . . . . . . . . . . . . . . . . . . . . . . . . . . . . . . . . . . . . . . . . . . . . . . . . . . . . . . . . . . . . . . . . . . . . . . . . . . . . .: [222, 337, 2274, 358]
- toc-entry[interactable]: [112, 1121, 2295, 1143]
- toc-entry-title: ncurses_napms: [112, 729, 221, 749]
- toc-entry-title: ncurses_mvhline: [112, 642, 233, 662]
- toc-entry-page-number: 2441: [2304, 1034, 2340, 1054]
- toc-entry[interactable]: [112, 707, 2349, 729]
- toc-entry-title: ncurses_mvcur: [112, 577, 220, 597]
- toc-entry-title: ncurses_insdelln: [112, 229, 230, 249]
- toc-entry-title: ncurses_isendwin: [112, 316, 239, 336]
- toc-entry-title: ncurses_resetty: [112, 990, 222, 1011]
- toc-entry-title: ncurses_mvinch: [112, 664, 228, 684]
- dot-leader: . . . . . . . . . . . . . . . . . . . . . . . . . . . . . . . . . . . . . . . . . . . . . . . . . . . . . . . . . . . . . . . . . . . . . . . . . . . . . . . . . . . . . . . . . . . . . . . . . . . . . . . . . . . . . . . . . . . . . . . . . . . . . . . . . . . . . . . . . . . . . . . . . . . . . . . . . . . . . . . . . . . . . . . . . . . . . . . . . . . . . . . . . . . . . . . . . . . . . . . .: [233, 359, 2285, 379]
- dot-leader: . . . . . . . . . . . . . . . . . . . . . . . . . . . . . . . . . . . . . . . . . . . . . . . . . . . . . . . . . . . . . . . . . . . . . . . . . . . . . . . . . . . . . . . . . . . . . . . . . . . . . . . . . . . . . . . . . . . . . . . . . . . . . . . . . . . . . . . . . . . . . . . . . . . . . . . . . . . . . . . . . . . . . . . . . . . . . . . . . . . . . . . . . . . . . . . . . . . . . . . .: [252, 1208, 2304, 1229]
- toc-entry[interactable]: [112, 402, 2370, 424]
- dot-leader: . . . . . . . . . . . . . . . . . . . . . . . . . . . . . . . . . . . . . . . . . . . . . . . . . . . . . . . . . . . . . . . . . . . . . . . . . . . . . . . . . . . . . . . . . . . . . . . . . . . . . . . . . . . . . . . . . . . . . . . . . . . . . . . . . . . . . . . . . . . . . . . . . . . . . . . . . . . . . . . . . . . . . . . . . . . . . . . . . . . . . . . . . . . . . . . . . . . . . . . .: [228, 1100, 2280, 1120]
- dot-leader: . . . . . . . . . . . . . . . . . . . . . . . . . . . . . . . . . . . . . . . . . . . . . . . . . . . . . . . . . . . . . . . . . . . . . . . . . . . . . . . . . . . . . . . . . . . . . . . . . . . . . . . . . . . . . . . . . . . . . . . . . . . . . . . . . . . . . . . . . . . . . . . . . . . . . . . . . . . . . . . . . . . . . . . . . . . . . . . . . . . . . . . . . . . . . . . . . . . . . . . .: [256, 1339, 2308, 1359]
- toc-entry-title: ncurses_move: [112, 446, 214, 466]
- dot-leader: . . . . . . . . . . . . . . . . . . . . . . . . . . . . . . . . . . . . . . . . . . . . . . . . . . . . . . . . . . . . . . . . . . . . . . . . . . . . . . . . . . . . . . . . . . . . . . . . . . . . . . . . . . . . . . . . . . . . . . . . . . . . . . . . . . . . . . . . . . . . . . . . . . . . . . . . . . . . . . . . . . . . . . . . . . . . . . . . . . . . . . . . . . . . . . . . . . . . . . . .: [252, 1165, 2304, 1185]
- toc-entry-title: ncurses_mouseinterval: [112, 403, 275, 423]
- toc-entry-title: ncurses_putp: [112, 904, 206, 924]
- toc-entry[interactable]: [112, 1012, 2320, 1034]
- toc-entry-page-number: 2422: [2295, 620, 2331, 641]
